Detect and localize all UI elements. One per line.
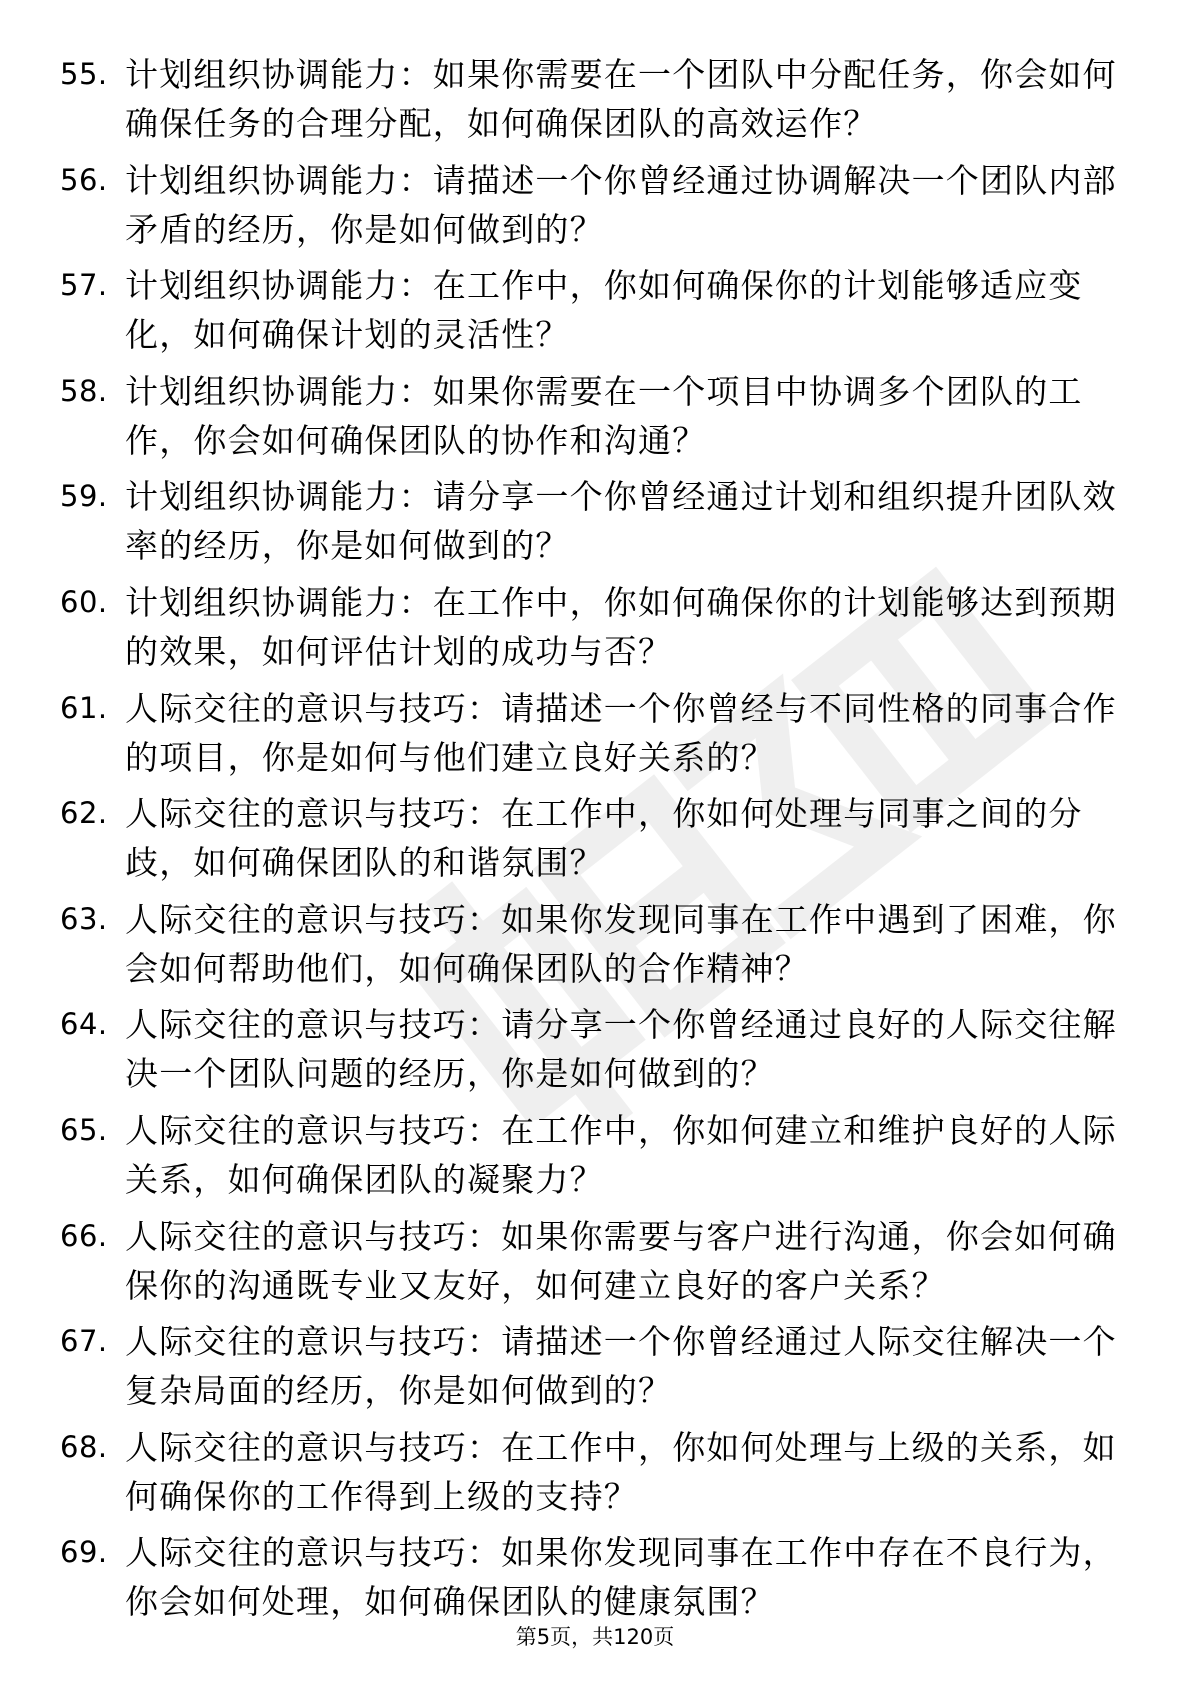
question-item — [60, 684, 1120, 790]
question-number: 67. — [60, 1324, 108, 1359]
question-item — [60, 1106, 1120, 1212]
question-item — [60, 1317, 1120, 1423]
question-item — [60, 1000, 1120, 1106]
question-item — [60, 1423, 1120, 1529]
question-number: 63. — [60, 901, 108, 936]
question-number: 60. — [60, 584, 108, 619]
question-item — [60, 472, 1120, 578]
question-text: 计划组织协调能力：请描述一个你曾经通过协调解决一个团队内部矛盾的经历，你是如何做到的？ — [125, 160, 1117, 249]
question-text: 人际交往的意识与技巧：在工作中，你如何建立和维护良好的人际关系，如何确保团队的凝聚力？ — [125, 1110, 1117, 1199]
question-text: 人际交往的意识与技巧：如果你发现同事在工作中存在不良行为，你会如何处理，如何确保团队的健康氛围？ — [125, 1533, 1117, 1622]
question-text: 计划组织协调能力：在工作中，你如何确保你的计划能够达到预期的效果，如何评估计划的成功与否？ — [125, 582, 1117, 671]
page-footer: 第5页，共120页 — [515, 1625, 675, 1649]
question-number: 68. — [60, 1429, 108, 1464]
question-item — [60, 261, 1120, 367]
question-number: 58. — [60, 373, 108, 408]
question-number: 62. — [60, 796, 108, 831]
question-number: 65. — [60, 1112, 108, 1147]
question-item — [60, 50, 1120, 156]
question-text: 人际交往的意识与技巧：如果你需要与客户进行沟通，你会如何确保你的沟通既专业又友好，如何建立良好的客户关系？ — [125, 1216, 1117, 1305]
question-number: 59. — [60, 479, 108, 514]
question-text: 计划组织协调能力：在工作中，你如何确保你的计划能够适应变化，如何确保计划的灵活性？ — [125, 266, 1083, 355]
question-text: 人际交往的意识与技巧：在工作中，你如何处理与上级的关系，如何确保你的工作得到上级的支持？ — [125, 1427, 1117, 1516]
question-number: 64. — [60, 1007, 108, 1042]
question-number: 69. — [60, 1535, 108, 1570]
question-number: 61. — [60, 690, 108, 725]
question-text: 计划组织协调能力：请分享一个你曾经通过计划和组织提升团队效率的经历，你是如何做到的？ — [125, 477, 1117, 566]
question-item — [60, 367, 1120, 473]
question-item — [60, 156, 1120, 262]
question-item — [60, 789, 1120, 895]
question-text: 人际交往的意识与技巧：请分享一个你曾经通过良好的人际交往解决一个团队问题的经历，你是如何做到的？ — [125, 1005, 1117, 1094]
question-number: 55. — [60, 57, 108, 91]
question-text: 计划组织协调能力：如果你需要在一个项目中协调多个团队的工作，你会如何确保团队的协作和沟通？ — [125, 371, 1083, 460]
question-list — [60, 50, 1120, 1634]
question-number: 56. — [60, 162, 108, 197]
question-number: 66. — [60, 1218, 108, 1253]
question-text: 人际交往的意识与技巧：如果你发现同事在工作中遇到了困难，你会如何帮助他们，如何确保团队的合作精神？ — [125, 899, 1117, 988]
question-item — [60, 578, 1120, 684]
question-number: 57. — [60, 268, 108, 303]
question-item — [60, 895, 1120, 1001]
question-item — [60, 1528, 1120, 1634]
question-text: 人际交往的意识与技巧：请描述一个你曾经通过人际交往解决一个复杂局面的经历，你是如何做到的？ — [125, 1322, 1117, 1411]
question-item — [60, 1212, 1120, 1318]
question-text: 计划组织协调能力：如果你需要在一个团队中分配任务，你会如何确保任务的合理分配，如何确保团队的高效运作？ — [125, 55, 1117, 143]
question-text: 人际交往的意识与技巧：在工作中，你如何处理与同事之间的分歧，如何确保团队的和谐氛围？ — [125, 794, 1083, 883]
question-text: 人际交往的意识与技巧：请描述一个你曾经与不同性格的同事合作的项目，你是如何与他们建立良好关系的？ — [125, 688, 1117, 777]
